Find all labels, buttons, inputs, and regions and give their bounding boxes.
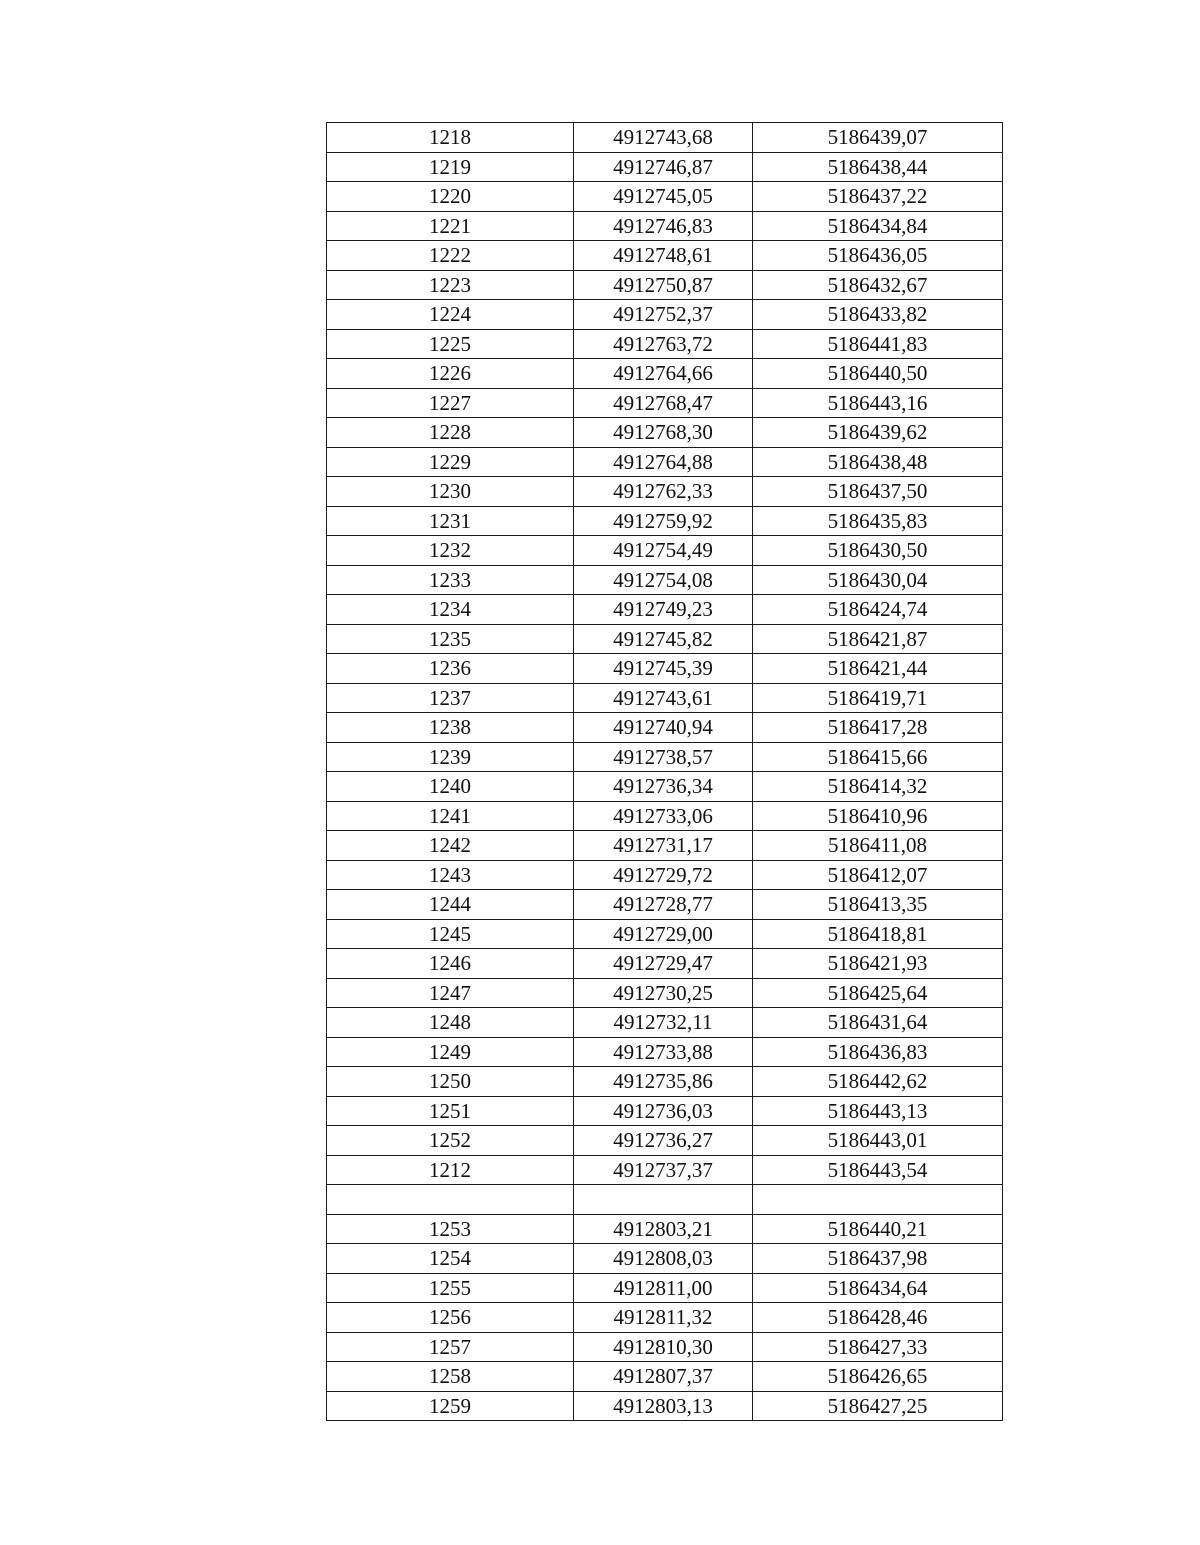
y-coordinate-cell: 5186410,96: [753, 801, 1003, 831]
x-coordinate-cell: 4912743,68: [574, 123, 753, 153]
x-coordinate-cell: 4912736,34: [574, 772, 753, 802]
x-coordinate-cell: 4912808,03: [574, 1244, 753, 1274]
point-number-cell: 1219: [327, 152, 574, 182]
point-number-cell: 1245: [327, 919, 574, 949]
y-coordinate-cell: 5186441,83: [753, 329, 1003, 359]
x-coordinate-cell: 4912810,30: [574, 1332, 753, 1362]
coordinates-table-body: [327, 123, 1003, 1421]
y-coordinate-cell: 5186424,74: [753, 595, 1003, 625]
x-coordinate-cell: 4912746,87: [574, 152, 753, 182]
y-coordinate-cell: 5186426,65: [753, 1362, 1003, 1392]
x-coordinate-cell: 4912730,25: [574, 978, 753, 1008]
table-row: [327, 270, 1003, 300]
x-coordinate-cell: 4912732,11: [574, 1008, 753, 1038]
y-coordinate-cell: 5186437,50: [753, 477, 1003, 507]
table-row: [327, 565, 1003, 595]
y-coordinate-cell: 5186413,35: [753, 890, 1003, 920]
table-row: [327, 418, 1003, 448]
table-row: [327, 831, 1003, 861]
point-number-cell: 1238: [327, 713, 574, 743]
table-row: [327, 978, 1003, 1008]
y-coordinate-cell: 5186427,33: [753, 1332, 1003, 1362]
y-coordinate-cell: 5186421,87: [753, 624, 1003, 654]
x-coordinate-cell: 4912749,23: [574, 595, 753, 625]
point-number-cell: 1233: [327, 565, 574, 595]
x-coordinate-cell: 4912733,88: [574, 1037, 753, 1067]
x-coordinate-cell: 4912736,03: [574, 1096, 753, 1126]
y-coordinate-cell: 5186421,93: [753, 949, 1003, 979]
y-coordinate-cell: 5186434,64: [753, 1273, 1003, 1303]
table-row: [327, 1185, 1003, 1215]
table-row: [327, 860, 1003, 890]
point-number-cell: 1250: [327, 1067, 574, 1097]
point-number-cell: 1218: [327, 123, 574, 153]
x-coordinate-cell: 4912746,83: [574, 211, 753, 241]
y-coordinate-cell: 5186436,05: [753, 241, 1003, 271]
y-coordinate-cell: 5186438,48: [753, 447, 1003, 477]
point-number-cell: 1236: [327, 654, 574, 684]
table-row: [327, 919, 1003, 949]
y-coordinate-cell: 5186439,62: [753, 418, 1003, 448]
table-row: [327, 211, 1003, 241]
y-coordinate-cell: [753, 1185, 1003, 1215]
table-row: [327, 300, 1003, 330]
point-number-cell: 1258: [327, 1362, 574, 1392]
table-row: [327, 1214, 1003, 1244]
point-number-cell: 1253: [327, 1214, 574, 1244]
point-number-cell: 1241: [327, 801, 574, 831]
y-coordinate-cell: 5186421,44: [753, 654, 1003, 684]
table-row: [327, 949, 1003, 979]
point-number-cell: 1255: [327, 1273, 574, 1303]
table-row: [327, 1155, 1003, 1185]
x-coordinate-cell: 4912745,05: [574, 182, 753, 212]
x-coordinate-cell: 4912750,87: [574, 270, 753, 300]
x-coordinate-cell: 4912811,32: [574, 1303, 753, 1333]
table-row: [327, 1332, 1003, 1362]
point-number-cell: 1246: [327, 949, 574, 979]
x-coordinate-cell: 4912729,00: [574, 919, 753, 949]
x-coordinate-cell: 4912729,72: [574, 860, 753, 890]
table-row: [327, 595, 1003, 625]
y-coordinate-cell: 5186437,98: [753, 1244, 1003, 1274]
table-row: [327, 1362, 1003, 1392]
point-number-cell: 1220: [327, 182, 574, 212]
table-row: [327, 742, 1003, 772]
x-coordinate-cell: 4912754,49: [574, 536, 753, 566]
table-row: [327, 772, 1003, 802]
x-coordinate-cell: 4912748,61: [574, 241, 753, 271]
point-number-cell: 1232: [327, 536, 574, 566]
y-coordinate-cell: 5186438,44: [753, 152, 1003, 182]
y-coordinate-cell: 5186434,84: [753, 211, 1003, 241]
point-number-cell: 1225: [327, 329, 574, 359]
y-coordinate-cell: 5186437,22: [753, 182, 1003, 212]
table-row: [327, 182, 1003, 212]
y-coordinate-cell: 5186443,13: [753, 1096, 1003, 1126]
x-coordinate-cell: 4912754,08: [574, 565, 753, 595]
y-coordinate-cell: 5186442,62: [753, 1067, 1003, 1097]
point-number-cell: 1237: [327, 683, 574, 713]
x-coordinate-cell: 4912740,94: [574, 713, 753, 743]
table-row: [327, 447, 1003, 477]
x-coordinate-cell: [574, 1185, 753, 1215]
point-number-cell: 1249: [327, 1037, 574, 1067]
x-coordinate-cell: 4912745,39: [574, 654, 753, 684]
y-coordinate-cell: 5186412,07: [753, 860, 1003, 890]
x-coordinate-cell: 4912759,92: [574, 506, 753, 536]
y-coordinate-cell: 5186418,81: [753, 919, 1003, 949]
point-number-cell: 1242: [327, 831, 574, 861]
table-row: [327, 1244, 1003, 1274]
y-coordinate-cell: 5186436,83: [753, 1037, 1003, 1067]
x-coordinate-cell: 4912764,66: [574, 359, 753, 389]
table-row: [327, 123, 1003, 153]
x-coordinate-cell: 4912735,86: [574, 1067, 753, 1097]
point-number-cell: 1248: [327, 1008, 574, 1038]
table-row: [327, 1273, 1003, 1303]
y-coordinate-cell: 5186431,64: [753, 1008, 1003, 1038]
point-number-cell: 1254: [327, 1244, 574, 1274]
point-number-cell: 1229: [327, 447, 574, 477]
x-coordinate-cell: 4912728,77: [574, 890, 753, 920]
table-row: [327, 1391, 1003, 1421]
y-coordinate-cell: 5186417,28: [753, 713, 1003, 743]
x-coordinate-cell: 4912737,37: [574, 1155, 753, 1185]
y-coordinate-cell: 5186415,66: [753, 742, 1003, 772]
x-coordinate-cell: 4912733,06: [574, 801, 753, 831]
x-coordinate-cell: 4912738,57: [574, 742, 753, 772]
table-row: [327, 1008, 1003, 1038]
x-coordinate-cell: 4912752,37: [574, 300, 753, 330]
table-row: [327, 477, 1003, 507]
point-number-cell: 1239: [327, 742, 574, 772]
y-coordinate-cell: 5186430,04: [753, 565, 1003, 595]
table-row: [327, 654, 1003, 684]
point-number-cell: 1251: [327, 1096, 574, 1126]
point-number-cell: 1235: [327, 624, 574, 654]
x-coordinate-cell: 4912763,72: [574, 329, 753, 359]
table-row: [327, 890, 1003, 920]
x-coordinate-cell: 4912811,00: [574, 1273, 753, 1303]
point-number-cell: 1252: [327, 1126, 574, 1156]
y-coordinate-cell: 5186433,82: [753, 300, 1003, 330]
point-number-cell: 1257: [327, 1332, 574, 1362]
x-coordinate-cell: 4912768,30: [574, 418, 753, 448]
point-number-cell: 1227: [327, 388, 574, 418]
point-number-cell: 1243: [327, 860, 574, 890]
x-coordinate-cell: 4912743,61: [574, 683, 753, 713]
table-row: [327, 241, 1003, 271]
x-coordinate-cell: 4912803,21: [574, 1214, 753, 1244]
table-row: [327, 1126, 1003, 1156]
x-coordinate-cell: 4912768,47: [574, 388, 753, 418]
table-row: [327, 388, 1003, 418]
coordinates-table: [326, 122, 1003, 1421]
point-number-cell: 1228: [327, 418, 574, 448]
table-row: [327, 801, 1003, 831]
x-coordinate-cell: 4912745,82: [574, 624, 753, 654]
point-number-cell: 1212: [327, 1155, 574, 1185]
x-coordinate-cell: 4912762,33: [574, 477, 753, 507]
table-row: [327, 506, 1003, 536]
table-row: [327, 329, 1003, 359]
y-coordinate-cell: 5186440,21: [753, 1214, 1003, 1244]
y-coordinate-cell: 5186443,54: [753, 1155, 1003, 1185]
point-number-cell: 1224: [327, 300, 574, 330]
point-number-cell: 1259: [327, 1391, 574, 1421]
point-number-cell: [327, 1185, 574, 1215]
point-number-cell: 1226: [327, 359, 574, 389]
point-number-cell: 1221: [327, 211, 574, 241]
y-coordinate-cell: 5186443,01: [753, 1126, 1003, 1156]
point-number-cell: 1247: [327, 978, 574, 1008]
table-row: [327, 1067, 1003, 1097]
table-row: [327, 1096, 1003, 1126]
y-coordinate-cell: 5186443,16: [753, 388, 1003, 418]
point-number-cell: 1234: [327, 595, 574, 625]
point-number-cell: 1256: [327, 1303, 574, 1333]
point-number-cell: 1240: [327, 772, 574, 802]
y-coordinate-cell: 5186419,71: [753, 683, 1003, 713]
point-number-cell: 1231: [327, 506, 574, 536]
y-coordinate-cell: 5186430,50: [753, 536, 1003, 566]
table-row: [327, 713, 1003, 743]
x-coordinate-cell: 4912803,13: [574, 1391, 753, 1421]
y-coordinate-cell: 5186428,46: [753, 1303, 1003, 1333]
y-coordinate-cell: 5186427,25: [753, 1391, 1003, 1421]
table-row: [327, 1303, 1003, 1333]
point-number-cell: 1223: [327, 270, 574, 300]
x-coordinate-cell: 4912807,37: [574, 1362, 753, 1392]
point-number-cell: 1222: [327, 241, 574, 271]
table-row: [327, 1037, 1003, 1067]
y-coordinate-cell: 5186435,83: [753, 506, 1003, 536]
x-coordinate-cell: 4912736,27: [574, 1126, 753, 1156]
y-coordinate-cell: 5186440,50: [753, 359, 1003, 389]
table-row: [327, 536, 1003, 566]
y-coordinate-cell: 5186432,67: [753, 270, 1003, 300]
point-number-cell: 1244: [327, 890, 574, 920]
table-row: [327, 152, 1003, 182]
table-row: [327, 683, 1003, 713]
table-row: [327, 359, 1003, 389]
x-coordinate-cell: 4912731,17: [574, 831, 753, 861]
y-coordinate-cell: 5186414,32: [753, 772, 1003, 802]
y-coordinate-cell: 5186439,07: [753, 123, 1003, 153]
y-coordinate-cell: 5186425,64: [753, 978, 1003, 1008]
x-coordinate-cell: 4912729,47: [574, 949, 753, 979]
point-number-cell: 1230: [327, 477, 574, 507]
x-coordinate-cell: 4912764,88: [574, 447, 753, 477]
table-row: [327, 624, 1003, 654]
y-coordinate-cell: 5186411,08: [753, 831, 1003, 861]
